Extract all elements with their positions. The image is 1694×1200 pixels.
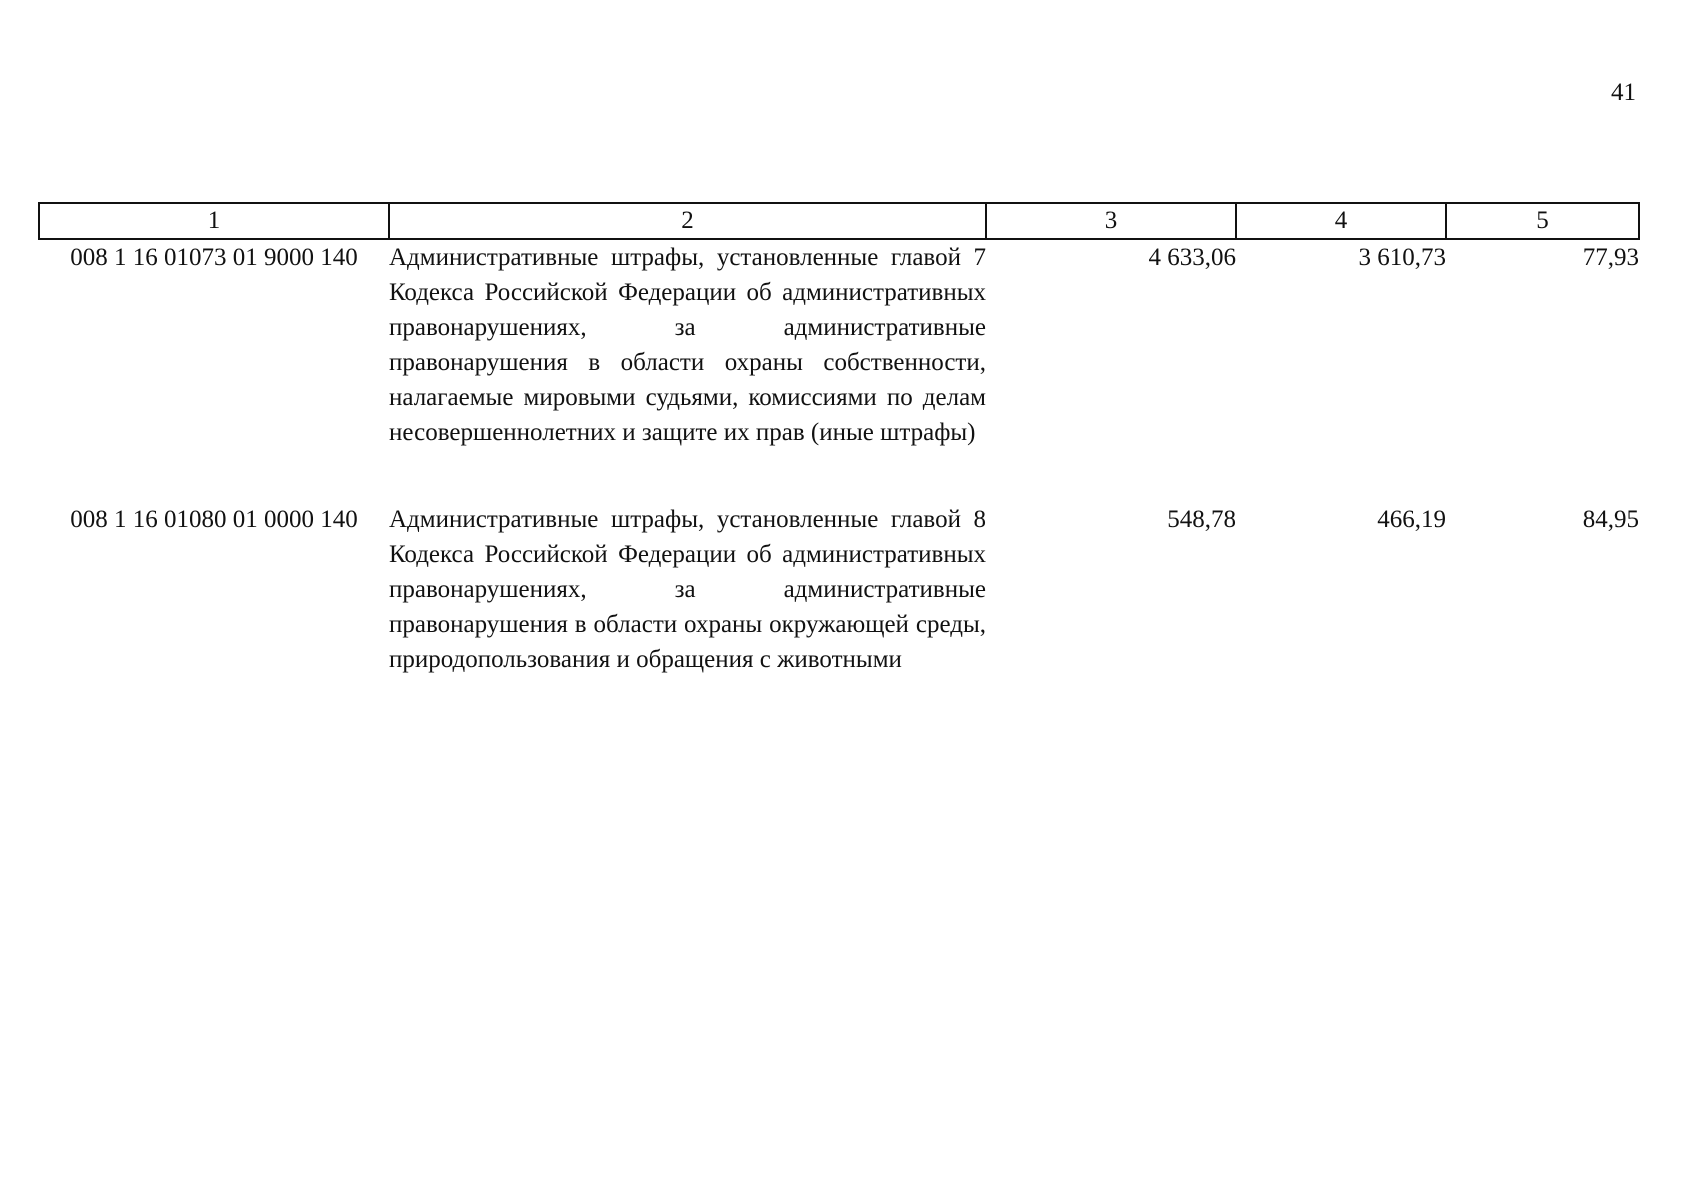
- row-value-col3: 4 633,06: [1148, 244, 1236, 271]
- table-row: [39, 239, 1639, 502]
- table-header-row: [39, 203, 1639, 239]
- row-code: 008 1 16 01080 01 0000 140: [70, 506, 358, 533]
- row-value-col5: 84,95: [1582, 506, 1639, 533]
- column-header-3: 3: [986, 203, 1236, 239]
- table-row: [39, 502, 1639, 687]
- row-code: 008 1 16 01073 01 9000 140: [70, 244, 358, 271]
- column-header-4: 4: [1236, 203, 1446, 239]
- row-value-col4: 3 610,73: [1358, 244, 1446, 271]
- budget-table: [38, 202, 1640, 687]
- page-number: 41: [1611, 79, 1636, 106]
- column-header-1: 1: [39, 203, 389, 239]
- row-name: Административные штрафы, установленные главой 8 Кодекса Российской Федерации об административных правонарушениях, за административные правонарушения в области охраны окружающей среды, природопользования и обращения с животными: [389, 506, 986, 673]
- column-header-2: 2: [389, 203, 986, 239]
- row-name: Административные штрафы, установленные главой 7 Кодекса Российской Федерации об административных правонарушениях, за административные правонарушения в области охраны собственности, налагаемые мировыми судьями, комиссиями по делам несовершеннолетних и защите их прав (иные штрафы): [389, 244, 986, 446]
- column-header-5: 5: [1446, 203, 1639, 239]
- row-value-col5: 77,93: [1582, 244, 1639, 271]
- row-value-col3: 548,78: [1167, 506, 1236, 533]
- row-value-col4: 466,19: [1377, 506, 1446, 533]
